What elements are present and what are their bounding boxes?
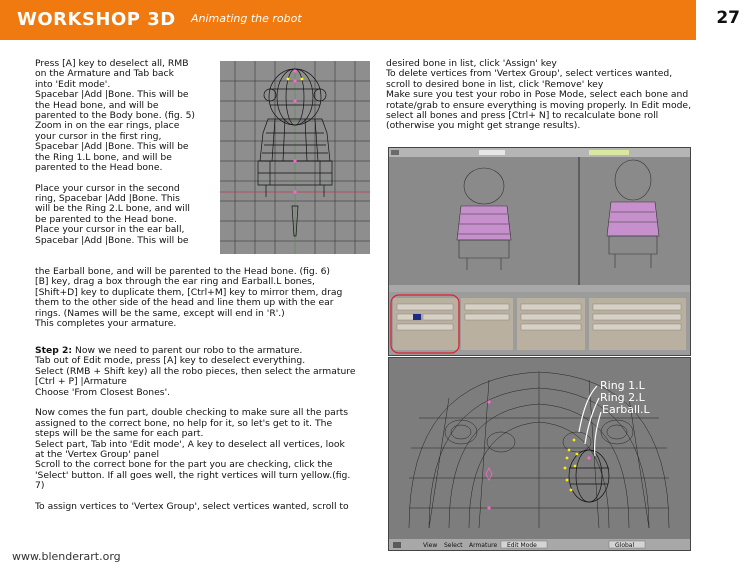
body-text-line: the Head bone, and will be bbox=[35, 99, 159, 111]
body-text-line: on the Armature and Tab back bbox=[35, 68, 174, 80]
ear-closeup-image bbox=[389, 358, 690, 550]
body-text-line: Select part, Tab into 'Edit mode', A key to deselect all vertices, look bbox=[35, 438, 345, 450]
body-text-line: To assign vertices to 'Vertex Group', select vertices wanted, scroll to bbox=[35, 500, 349, 512]
toolbar-view: View bbox=[423, 542, 438, 549]
body-text-line: will be the Ring 2.L bone, and will bbox=[35, 203, 190, 215]
body-text-line: assigned to the correct bone, no help for it, so let's get to it. The bbox=[35, 417, 333, 429]
body-text-line: be parented to the Head bone. bbox=[35, 213, 177, 225]
body-text-line: desired bone in list, click 'Assign' key bbox=[386, 58, 557, 69]
right-column-text bbox=[386, 59, 691, 132]
body-text-line: your cursor in the first ring, bbox=[35, 130, 162, 142]
body-text-line: [Shift+D] key to duplicate them, [Ctrl+M] key to mirror them, drag bbox=[35, 286, 343, 298]
body-text-line: 'Select' button. If all goes well, the right vertices will turn yellow.(fig. bbox=[35, 469, 351, 481]
body-text-line: Spacebar |Add |Bone. This will be bbox=[35, 89, 189, 101]
robot-wireframe-image bbox=[220, 61, 370, 254]
figure-ear-closeup bbox=[388, 357, 691, 551]
page-number: 27 bbox=[716, 8, 740, 28]
left-column-full-text bbox=[35, 267, 342, 329]
body-text-line: steps will be the same for each part. bbox=[35, 428, 204, 440]
body-text-line: the Ring 1.L bone, and will be bbox=[35, 151, 172, 163]
toolbar-select: Select bbox=[444, 542, 463, 549]
body-text-line: Press [A] key to deselect all, RMB bbox=[35, 58, 189, 69]
body-text-line: them to the other side of the head and line them up with the ear bbox=[35, 297, 334, 309]
figure-robot-wireframe bbox=[220, 61, 370, 254]
body-text-line: Scroll to the correct bone for the part you are checking, click the bbox=[35, 459, 333, 471]
body-text-line: at the 'Vertex Group' panel bbox=[35, 448, 160, 460]
body-text-line: select all bones and press [Ctrl+ N] to recalculate bone roll bbox=[386, 109, 659, 121]
body-text-line: Tab out of Edit mode, press [A] key to deselect everything. bbox=[35, 355, 306, 367]
body-text-line: the Earball bone, and will be parented to the Head bone. (fig. 6) bbox=[35, 266, 331, 277]
body-text-line: Zoom in on the ear rings, place bbox=[35, 120, 180, 132]
body-text-line: ring, Spacebar |Add |Bone. This bbox=[35, 193, 180, 205]
label-ring-2l: Ring 2.L bbox=[600, 391, 645, 404]
label-ring-1l: Ring 1.L bbox=[600, 379, 645, 392]
article-subtitle: Animating the robot bbox=[191, 12, 302, 25]
body-text-line: [Ctrl + P] |Armature bbox=[35, 376, 127, 388]
toolbar-armature: Armature bbox=[469, 542, 498, 549]
body-text-line: parented to the Body bone. (fig. 5) bbox=[35, 109, 196, 121]
body-text-line: rings. (Names will be the same, except will end in 'R'.) bbox=[35, 307, 285, 319]
body-text-line: Place your cursor in the second bbox=[35, 182, 180, 194]
body-text-line: scroll to desired bone in list, click 'Remove' key bbox=[386, 78, 604, 90]
step2-label: Step 2: bbox=[35, 345, 73, 356]
body-text-line: 7) bbox=[35, 480, 45, 492]
body-text-line: rotate/grab to ensure everything is moving properly. In Edit mode, bbox=[386, 99, 692, 111]
body-text-line: To delete vertices from 'Vertex Group', select vertices wanted, bbox=[386, 68, 673, 80]
body-text-line: [B] key, drag a box through the ear ring and Earball.L bones, bbox=[35, 276, 315, 288]
body-text-line: Select (RMB + Shift key) all the robo pieces, then select the armature bbox=[35, 365, 356, 377]
toolbar-global: Global bbox=[615, 542, 635, 549]
footer-website: www.blenderart.org bbox=[12, 550, 121, 563]
toolbar-edit-mode: Edit Mode bbox=[507, 542, 537, 549]
body-text-line: Place your cursor in the ear ball, bbox=[35, 224, 185, 236]
figure-blender-screenshot bbox=[388, 147, 691, 356]
step2-lines bbox=[35, 356, 356, 512]
body-text-line: (otherwise you might get strange results). bbox=[386, 120, 581, 132]
body-text-line: Make sure you test your robo in Pose Mode, select each bone and bbox=[386, 89, 689, 101]
body-text-line: parented to the Head bone. bbox=[35, 161, 163, 173]
left-column-wrapped-text bbox=[35, 59, 195, 246]
header-bar bbox=[0, 0, 750, 40]
body-text-line: Now comes the fun part, double checking to make sure all the parts bbox=[35, 407, 348, 419]
body-text-line: Spacebar |Add |Bone. This will be bbox=[35, 141, 189, 153]
step2-intro: Now we need to parent our robo to the armature. bbox=[72, 345, 303, 356]
label-earball-l: Earball.L bbox=[602, 403, 650, 416]
page-number-box bbox=[696, 0, 750, 40]
body-text-line: into 'Edit mode'. bbox=[35, 78, 111, 90]
magazine-section-title: WORKSHOP 3D bbox=[17, 9, 176, 30]
body-text-line: Choose 'From Closest Bones'. bbox=[35, 386, 171, 398]
blender-interface-image bbox=[389, 148, 690, 355]
body-text-line: Spacebar |Add |Bone. This will be bbox=[35, 234, 189, 246]
step2-section bbox=[35, 346, 356, 512]
body-text-line: This completes your armature. bbox=[35, 317, 177, 329]
